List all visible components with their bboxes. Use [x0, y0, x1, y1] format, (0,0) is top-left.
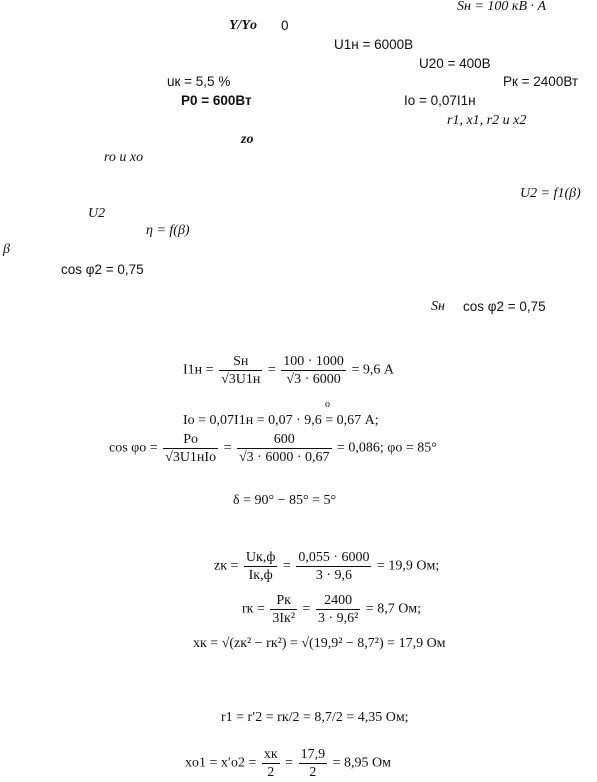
rk-lhs: rк =	[242, 601, 265, 617]
formula-io: Io = 0,07I1н = 0,07 · 9,6 = 0,67 A;	[183, 413, 379, 428]
zk-eq1: =	[282, 558, 291, 574]
i1n-den1: √3U1н	[221, 372, 261, 387]
efficiency-function: η = f(β)	[146, 223, 190, 238]
zk-num2: 0,055 · 6000	[298, 550, 370, 565]
x1x2-lhs: xo1 = x′o2 =	[185, 755, 257, 771]
secondary-voltage: U20 = 400В	[419, 56, 491, 71]
cos-phi0-den1: √3U1нIo	[165, 450, 217, 465]
formula-x1-x2	[185, 746, 391, 781]
formula-rk	[242, 592, 421, 627]
x1x2-eq1: =	[285, 755, 294, 771]
cos-phi0-lhs: cos φo =	[109, 440, 158, 456]
i1n-num1: Sн	[219, 353, 262, 371]
cos-phi0-num2: 600	[237, 431, 332, 449]
no-load-current: Io = 0,07I1н	[404, 93, 476, 108]
connection-group: 0	[281, 18, 289, 33]
x1x2-den1: 2	[267, 765, 275, 780]
i1n-result: = 9,6 A	[351, 362, 394, 378]
u2-function: U2 = f1(β)	[520, 186, 581, 201]
rk-den1: 3Iк²	[272, 611, 296, 626]
u2-label: U2	[88, 206, 106, 221]
rk-num2: 2400	[316, 592, 360, 610]
connection-scheme: Y/Yо	[229, 18, 257, 33]
i1n-num2: 100 · 1000	[283, 354, 344, 369]
rk-result: = 8,7 Ом;	[365, 601, 422, 617]
x1x2-num2: 17,9	[300, 747, 326, 762]
no-load-loss: P0 = 600Вт	[181, 93, 252, 108]
x1x2-result: = 8,95 Ом	[332, 755, 391, 771]
cos-phi0-eq1: =	[223, 440, 232, 456]
zk-den1: Iк,ф	[248, 568, 273, 583]
cos-phi2-right: cos φ2 = 0,75	[463, 299, 546, 314]
rated-power: Sн = 100 кВ · А	[457, 0, 547, 14]
s-label: Sн	[431, 299, 445, 314]
i1n-eq1: =	[267, 362, 276, 378]
rk-eq1: =	[302, 601, 311, 617]
formula-zk	[214, 549, 439, 584]
zo-label: zo	[241, 132, 254, 147]
beta-label: β	[3, 242, 10, 257]
rk-den2: 3 · 9,6²	[317, 611, 359, 626]
formula-xk: xк = √(zк² − rк²) = √(19,9² − 8,7²) = 17,9 Ом	[193, 636, 446, 651]
short-circuit-voltage: uк = 5,5 %	[167, 74, 231, 89]
x1x2-num1: xк	[263, 747, 278, 762]
x1x2-den2: 2	[309, 765, 317, 780]
zk-num1: Uк,ф	[245, 550, 276, 565]
zk-lhs: zк =	[214, 558, 239, 574]
short-circuit-loss: Pк = 2400Вт	[503, 74, 579, 89]
io-overmark: o	[325, 399, 330, 410]
cos-phi0-den2: √3 · 6000 · 0,67	[239, 450, 330, 465]
formula-r1-r2: r1 = r′2 = rк/2 = 8,7/2 = 4,35 Ом;	[221, 710, 409, 725]
formula-i1n	[183, 353, 394, 388]
cos-phi2-label: cos φ2 = 0,75	[61, 262, 144, 277]
cos-phi0-num1: Po	[163, 431, 218, 449]
cos-phi0-result: = 0,086; φo = 85°	[337, 440, 437, 456]
i1n-lhs: I1н =	[183, 362, 214, 378]
parameters-list: r1, x1, r2 и x2	[447, 113, 527, 128]
zk-den2: 3 · 9,6	[315, 568, 352, 583]
formula-cos-phi0	[109, 431, 437, 466]
primary-voltage: U1н = 6000В	[334, 37, 414, 52]
formula-delta: δ = 90° − 85° = 5°	[233, 493, 337, 508]
ro-xo-label: ro и xo	[104, 150, 144, 165]
i1n-den2: √3 · 6000	[286, 372, 341, 387]
rk-num1: Pк	[270, 592, 297, 610]
zk-result: = 19,9 Ом;	[376, 558, 440, 574]
